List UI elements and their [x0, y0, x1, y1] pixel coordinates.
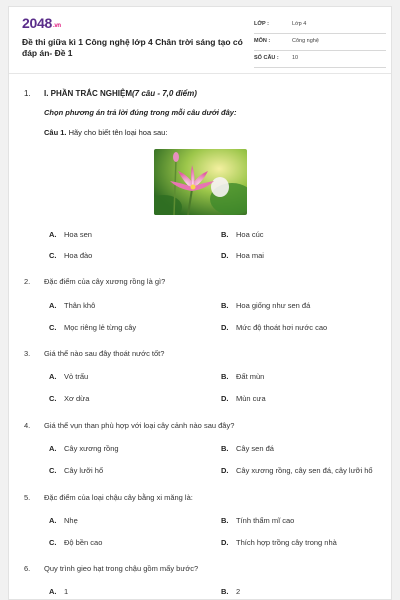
option-letter: C. [49, 538, 57, 547]
section-heading [24, 89, 197, 98]
section-meta: (7 câu - 7,0 điểm) [132, 89, 197, 98]
instruction-text: Chọn phương án trả lời đúng trong mỗi câu dưới đây: [44, 108, 237, 117]
question-number: 4. [24, 421, 31, 430]
option-2a[interactable] [49, 301, 95, 310]
option-text: Mọc riêng lẻ từng cây [64, 323, 137, 332]
option-text: Cây xương rồng [64, 444, 119, 453]
option-letter: C. [49, 466, 57, 475]
option-letter: C. [49, 323, 57, 332]
option-text: Nhẹ [64, 516, 78, 525]
option-letter: B. [221, 301, 229, 310]
option-letter: B. [221, 516, 229, 525]
question-4 [24, 421, 234, 430]
question-1-prefix: Câu 1. [44, 128, 67, 137]
option-letter: D. [221, 538, 229, 547]
page-title: Đề thi giữa kì 1 Công nghệ lớp 4 Chân trời sáng tạo có đáp án- Đề 1 [22, 37, 243, 58]
question-text: Đặc điểm của cây xương rồng là gì? [44, 277, 166, 286]
option-5d[interactable] [221, 538, 337, 547]
meta-value: 10 [292, 55, 299, 61]
option-3b[interactable] [221, 372, 264, 381]
option-text: 1 [64, 587, 69, 596]
question-1 [44, 128, 167, 137]
option-text: Xơ dừa [64, 394, 90, 403]
option-text: Hoa cúc [236, 230, 264, 239]
option-letter: C. [49, 394, 57, 403]
option-5c[interactable] [49, 538, 102, 547]
option-letter: C. [49, 251, 57, 260]
question-text: Giá thể vụn than phù hợp với loại cây cảnh nào sau đây? [44, 421, 235, 430]
option-1a[interactable] [49, 230, 92, 239]
option-letter: A. [49, 230, 57, 239]
option-2d[interactable] [221, 323, 327, 332]
option-letter: B. [221, 444, 229, 453]
exam-header [9, 7, 392, 69]
option-5a[interactable] [49, 516, 78, 525]
option-1d[interactable] [221, 251, 264, 260]
option-text: Vỏ trấu [64, 372, 89, 381]
meta-row-grade [254, 17, 386, 34]
logo-text: 2048 [22, 15, 52, 31]
lotus-flower-image [154, 149, 247, 215]
option-letter: D. [221, 323, 229, 332]
option-text: Đất mùn [236, 372, 265, 381]
option-2b[interactable] [221, 301, 310, 310]
option-3a[interactable] [49, 372, 88, 381]
option-5b[interactable] [221, 516, 294, 525]
section-title: I. PHẦN TRẮC NGHIỆM [44, 89, 132, 98]
option-1b[interactable] [221, 230, 264, 239]
section-number: 1. [24, 89, 31, 98]
question-text: Giá thể nào sau đây thoát nước tốt? [44, 349, 165, 358]
option-letter: A. [49, 301, 57, 310]
question-3 [24, 349, 164, 358]
option-text: Cây lưỡi hổ [64, 466, 104, 475]
option-4a[interactable] [49, 444, 119, 453]
exam-paper [8, 6, 392, 600]
meta-value: Lớp 4 [292, 21, 307, 27]
option-letter: A. [49, 516, 57, 525]
question-number: 6. [24, 564, 31, 573]
question-6 [24, 564, 198, 573]
exam-meta [254, 17, 386, 68]
option-4d[interactable] [221, 466, 373, 475]
option-letter: D. [221, 394, 229, 403]
option-text: Mùn cưa [236, 394, 266, 403]
question-text: Đặc điểm của loại chậu cây bằng xi măng là: [44, 493, 193, 502]
option-4c[interactable] [49, 466, 103, 475]
option-text: Hoa giống như sen đá [236, 301, 311, 310]
option-6b[interactable] [221, 587, 240, 596]
option-text: Tính thẩm mĩ cao [236, 516, 295, 525]
site-logo[interactable] [22, 15, 61, 31]
question-1-text: Hãy cho biết tên loại hoa sau: [66, 128, 168, 137]
option-text: Cây xương rồng, cây sen đá, cây lưỡi hổ [236, 466, 373, 475]
option-letter: B. [221, 230, 229, 239]
option-text: Mức độ thoát hơi nước cao [236, 323, 328, 332]
option-letter: A. [49, 372, 57, 381]
option-letter: B. [221, 372, 229, 381]
option-text: Hoa sen [64, 230, 92, 239]
option-text: Thích hợp trồng cây trong nhà [236, 538, 337, 547]
option-text: Hoa mai [236, 251, 264, 260]
meta-label: MÔN : [254, 38, 271, 44]
question-number: 2. [24, 277, 31, 286]
option-4b[interactable] [221, 444, 274, 453]
meta-label: SỐ CÂU : [254, 55, 279, 61]
option-letter: A. [49, 587, 57, 596]
option-6a[interactable] [49, 587, 68, 596]
option-letter: D. [221, 251, 229, 260]
option-text: Thân khô [64, 301, 96, 310]
meta-value: Công nghệ [292, 38, 319, 44]
meta-row-count [254, 51, 386, 68]
lotus-illustration [154, 149, 247, 215]
option-3d[interactable] [221, 394, 266, 403]
question-number: 3. [24, 349, 31, 358]
option-2c[interactable] [49, 323, 136, 332]
option-1c[interactable] [49, 251, 92, 260]
header-divider [9, 73, 392, 74]
logo-suffix: .vn [52, 23, 61, 29]
option-text: Độ bền cao [64, 538, 103, 547]
question-2 [24, 277, 165, 286]
meta-row-subject [254, 34, 386, 51]
option-letter: A. [49, 444, 57, 453]
option-text: Cây sen đá [236, 444, 274, 453]
option-letter: B. [221, 587, 229, 596]
meta-label: LỚP : [254, 21, 269, 27]
option-letter: D. [221, 466, 229, 475]
option-text: Hoa đào [64, 251, 93, 260]
option-3c[interactable] [49, 394, 89, 403]
option-text: 2 [236, 587, 241, 596]
question-number: 5. [24, 493, 31, 502]
question-5 [24, 493, 193, 502]
question-text: Quy trình gieo hạt trong chậu gồm mấy bước? [44, 564, 199, 573]
